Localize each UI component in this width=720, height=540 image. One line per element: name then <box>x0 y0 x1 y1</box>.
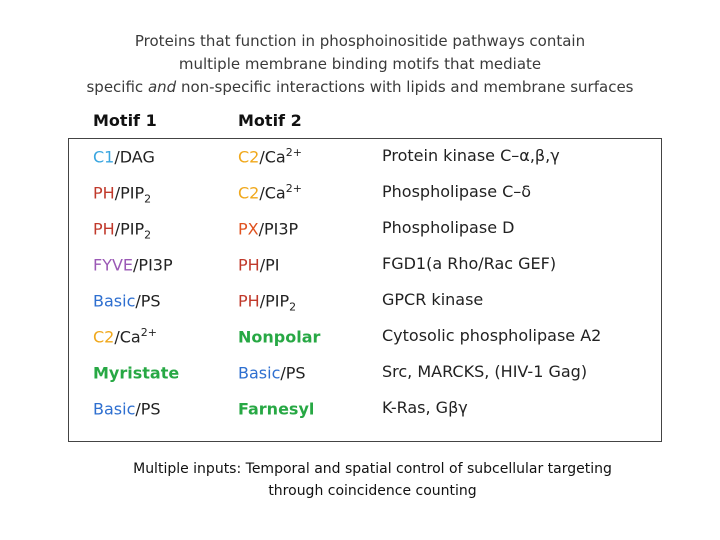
motif-separator: / <box>259 255 266 275</box>
table-row <box>0 398 720 434</box>
table-row <box>0 290 720 326</box>
motif-name: PH <box>93 219 115 239</box>
protein-name: Cytosolic phospholipase A2 <box>382 326 602 345</box>
lipid-name: Ca <box>264 147 286 167</box>
motif-cell <box>93 290 161 314</box>
motif-name: Farnesyl <box>238 399 315 419</box>
lipid-superscript: 2+ <box>140 326 157 339</box>
motif-separator: / <box>114 147 120 167</box>
title-line-1: Proteins that function in phosphoinositide pathways contain <box>134 32 586 50</box>
motif-name: Myristate <box>93 363 180 383</box>
motif-separator: / <box>114 183 121 203</box>
table-row <box>0 182 720 218</box>
title-line-3-emphasis: and <box>147 78 177 96</box>
lipid-subscript: 2 <box>144 228 152 242</box>
motif-cell <box>238 290 296 314</box>
motif-cell <box>93 146 155 170</box>
header-motif-1: Motif 1 <box>93 111 157 130</box>
lipid-superscript: 2+ <box>285 182 302 195</box>
lipid-name: PI3P <box>138 255 173 275</box>
lipid-name: PS <box>140 291 161 311</box>
slide-title <box>0 30 720 99</box>
lipid-name: PIP <box>120 219 145 239</box>
motif-cell <box>93 218 151 242</box>
footer-note <box>0 458 720 502</box>
motif-name: C1 <box>93 147 115 167</box>
lipid-name: PS <box>285 363 306 383</box>
table-row <box>0 146 720 182</box>
lipid-name: PS <box>140 399 161 419</box>
table-row <box>0 326 720 362</box>
motif-separator: / <box>258 219 264 239</box>
title-line-2: multiple membrane binding motifs that mediate <box>178 55 542 73</box>
motif-name: FYVE <box>93 255 134 275</box>
protein-name: K-Ras, Gβγ <box>382 398 468 417</box>
title-line-3 <box>0 76 720 99</box>
motif-separator: / <box>135 291 141 311</box>
motif-name: Nonpolar <box>238 327 321 347</box>
motif-name: C2 <box>93 327 115 347</box>
motif-cell <box>238 218 298 242</box>
title-line-3-start: specific <box>86 78 148 96</box>
lipid-name: Ca <box>264 183 286 203</box>
motif-cell <box>93 326 157 350</box>
motif-separator: / <box>114 327 120 347</box>
motif-name: PH <box>93 183 115 203</box>
lipid-name: PIP <box>120 183 145 203</box>
protein-name: Protein kinase C–α,β,γ <box>382 146 560 165</box>
motif-name: PH <box>238 291 260 311</box>
motif-cell <box>93 398 161 422</box>
protein-name: FGD1(a Rho/Rac GEF) <box>382 254 557 273</box>
lipid-superscript: 2+ <box>285 146 302 159</box>
motif-separator: / <box>259 291 266 311</box>
motif-cell <box>238 398 314 422</box>
protein-name: Phospholipase C–δ <box>382 182 532 201</box>
title-line-3-end: non-specific interactions with lipids and membrane surfaces <box>176 78 634 96</box>
table-row <box>0 362 720 398</box>
motif-cell <box>238 146 302 170</box>
motif-cell <box>238 182 302 206</box>
motif-cell <box>238 254 279 278</box>
motif-name: Basic <box>238 363 281 383</box>
table-row <box>0 254 720 290</box>
motif-name: Basic <box>93 291 136 311</box>
lipid-name: DAG <box>119 147 155 167</box>
motif-name: C2 <box>238 147 260 167</box>
lipid-subscript: 2 <box>144 192 152 206</box>
table-row <box>0 218 720 254</box>
motif-separator: / <box>280 363 286 383</box>
motif-separator: / <box>135 399 141 419</box>
footer-line-2: through coincidence counting <box>268 483 477 499</box>
motif-cell <box>93 254 173 278</box>
motif-name: C2 <box>238 183 260 203</box>
motif-name: Basic <box>93 399 136 419</box>
lipid-name: PI3P <box>264 219 299 239</box>
header-motif-2: Motif 2 <box>238 111 302 130</box>
lipid-name: Ca <box>119 327 141 347</box>
motif-cell <box>93 182 151 206</box>
motif-separator: / <box>133 255 139 275</box>
motif-separator: / <box>259 147 265 167</box>
motif-name: PX <box>238 219 259 239</box>
lipid-name: PI <box>265 255 280 275</box>
motif-separator: / <box>259 183 265 203</box>
protein-name: Phospholipase D <box>382 218 515 237</box>
motif-cell <box>238 362 306 386</box>
motif-cell <box>93 362 179 386</box>
footer-line-1: Multiple inputs: Temporal and spatial control of subcellular targeting <box>133 461 612 477</box>
lipid-subscript: 2 <box>289 300 297 314</box>
protein-name: GPCR kinase <box>382 290 484 309</box>
protein-name: Src, MARCKS, (HIV-1 Gag) <box>382 362 588 381</box>
lipid-name: PIP <box>265 291 290 311</box>
motif-separator: / <box>114 219 121 239</box>
motif-cell <box>238 326 320 350</box>
motif-name: PH <box>238 255 260 275</box>
